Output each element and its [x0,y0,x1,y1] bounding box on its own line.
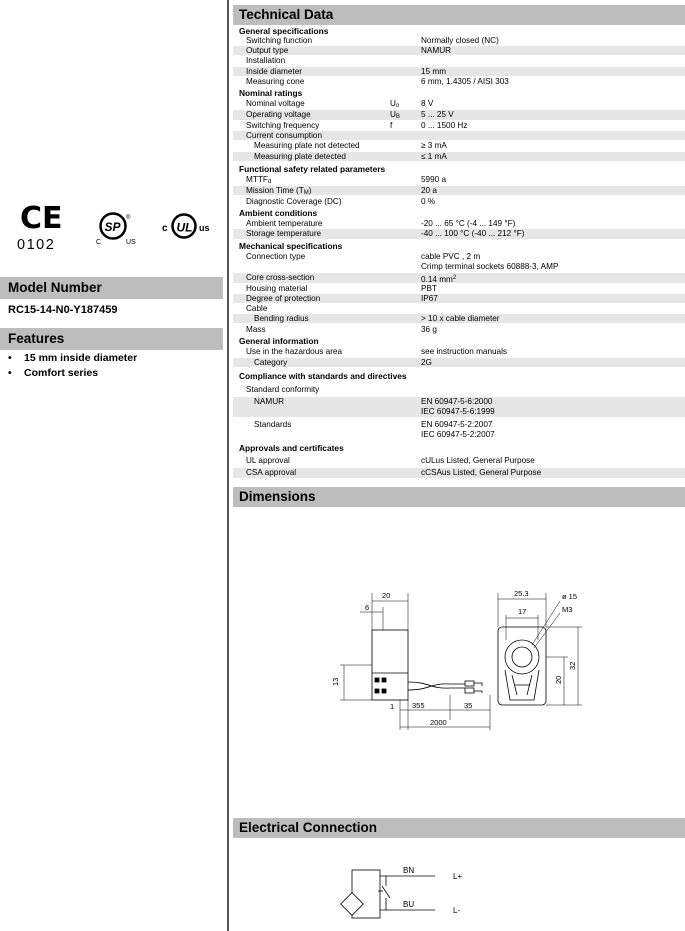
svg-text:US: US [126,239,136,246]
feature-item: • Comfort series [8,367,99,379]
spec-category-label: Approvals and certificates [239,443,344,453]
spec-row [233,46,685,55]
spec-row [233,77,685,86]
spec-row [233,468,685,478]
svg-text:C: C [96,239,102,246]
spec-row [233,273,685,283]
svg-text:®: ® [126,215,131,221]
spec-value: -40 ... 100 °C (-40 ... 212 °F) [421,229,525,238]
column-divider [227,0,229,931]
ce-mark-logo [17,201,63,253]
spec-label: Measuring plate not detected [254,141,360,150]
spec-label: Mission Time $(T_M)$ [246,186,312,196]
spec-category-row [233,336,685,345]
spec-label: Standard conformity [246,385,320,394]
spec-value: 5 ... 25 V [421,110,454,119]
spec-row [233,131,685,140]
spec-category-row [233,208,685,217]
spec-label: Nominal voltage [246,99,305,108]
spec-label: Core cross-section [246,273,315,282]
spec-value: ≥ 3 mA [421,141,447,150]
spec-label: Standards [254,420,292,429]
spec-category-row [233,371,685,380]
spec-label: CSA approval [246,468,297,477]
spec-row [233,456,685,466]
spec-value: 0 % [421,197,436,206]
spec-label: Switching frequency [246,121,320,130]
spec-value: cable PVC , 2 m Crimp terminal sockets 60888-3, AMP [421,252,559,271]
model-number-value: RC15-14-N0-Y187459 [8,304,118,316]
spec-value: 20 a [421,186,437,195]
spec-row [233,197,685,206]
spec-value: cCSAus Listed, General Purpose [421,468,542,477]
electrical-connection-header: Electrical Connection [233,818,685,838]
spec-label: Connection type [246,252,306,261]
spec-category-label: General information [239,336,319,346]
spec-category-label: Compliance with standards and directives [239,371,407,381]
spec-label: Category [254,358,288,367]
spec-value: EN 60947-5-6:2000 IEC 60947-5-6:1999 [421,397,495,416]
svg-text:355: 355 [412,701,425,710]
spec-label: $MTTF_d$ [246,175,272,185]
spec-row [233,219,685,229]
ce-notified-body-number: 0102 [17,237,56,253]
svg-text:17: 17 [518,607,527,616]
svg-text:L-: L- [453,906,461,915]
svg-text:2000: 2000 [430,718,447,727]
spec-label: Bending radius [254,314,309,323]
spec-category-label: Mechanical specifications [239,241,343,251]
svg-text:SP: SP [104,220,121,234]
svg-text:UL: UL [176,220,193,235]
spec-symbol: $U_o$ [390,99,400,109]
svg-text:32: 32 [568,661,577,670]
spec-row [233,110,685,120]
features-header: Features [0,328,223,350]
spec-value: NAMUR [421,46,452,55]
spec-value: IP67 [421,294,438,303]
svg-text:BU: BU [403,900,415,909]
spec-row [233,99,685,108]
spec-value: 0 ... 1500 Hz [421,121,468,130]
spec-label: Mass [246,325,266,334]
spec-category-row [233,164,685,173]
svg-text:M3: M3 [562,605,573,614]
spec-row [233,186,685,195]
spec-symbol: f [390,121,393,130]
spec-row [233,67,685,76]
spec-row [233,36,685,45]
spec-label: Inside diameter [246,67,302,76]
spec-symbol: $U_B$ [390,110,400,120]
spec-row [233,304,685,313]
ul-logo [162,215,210,238]
spec-value: 15 mm [421,67,447,76]
ce-mark-text: CE [20,201,63,236]
svg-text:c: c [162,223,168,234]
spec-label: Operating voltage [246,110,311,119]
spec-value: 5990 a [421,175,447,184]
spec-row [233,314,685,323]
spec-category-label: Functional safety related parameters [239,164,386,174]
csa-logo [96,214,136,247]
spec-row [233,294,685,303]
spec-row [233,56,685,65]
spec-value: cULus Listed, General Purpose [421,456,535,465]
technical-data-header: Technical Data [233,5,685,25]
spec-label: NAMUR [254,397,285,406]
spec-row [233,397,685,417]
spec-value: see instruction manuals [421,347,508,356]
spec-row [233,358,685,367]
spec-row [233,325,685,334]
spec-label: Mission Time (T [246,186,304,195]
svg-text:BN: BN [403,866,415,875]
dimensions-drawing [320,585,590,735]
spec-category-row [233,241,685,250]
spec-label: Cable [246,304,268,313]
spec-label: Diagnostic Coverage (DC) [246,197,342,206]
spec-row [233,152,685,161]
svg-text:20: 20 [382,591,391,600]
spec-label: Storage temperature [246,229,322,238]
spec-row [233,175,685,185]
spec-row [233,385,685,395]
spec-category-row [233,88,685,97]
spec-label: MTTF [246,175,268,184]
sensor-front-view [498,627,546,705]
spec-row [233,121,685,130]
spec-value: -20 ... 65 °C (-4 ... 149 °F) [421,219,516,228]
spec-row [233,347,685,357]
svg-text:13: 13 [331,677,340,686]
svg-text:6: 6 [365,603,370,612]
spec-value: 0.14 $mm^2$ [421,275,457,284]
spec-label: Degree of protection [246,294,321,303]
spec-row [233,420,685,440]
spec-value: 2G [421,358,432,367]
spec-category-row [233,443,685,452]
spec-row [233,252,685,272]
spec-label: Output type [246,46,289,55]
spec-label: Current consumption [246,131,322,140]
spec-label: Ambient temperature [246,219,323,228]
spec-row [233,141,685,150]
spec-value: 36 g [421,325,437,334]
spec-row [233,229,685,239]
spec-category-label: Ambient conditions [239,208,318,218]
svg-text:L+: L+ [453,872,463,881]
spec-label: Measuring plate detected [254,152,346,161]
spec-value: 8 V [421,99,434,108]
spec-value: 6 mm, 1.4305 / AISI 303 [421,77,509,86]
spec-label: Housing material [246,284,308,293]
svg-text:35: 35 [464,701,473,710]
dimensions-header: Dimensions [233,487,685,507]
spec-value: > 10 x cable diameter [421,314,500,323]
spec-label: Use in the hazardous area [246,347,343,356]
svg-text:ø 15: ø 15 [562,592,578,601]
electrical-connection-diagram [340,858,480,928]
spec-value: EN 60947-5-2:2007 IEC 60947-5-2:2007 [421,420,495,439]
spec-label: Measuring cone [246,77,305,86]
spec-value: Normally closed (NC) [421,36,499,45]
svg-text:us: us [199,223,210,233]
spec-label: Switching function [246,36,312,45]
spec-category-label: General specifications [239,26,329,36]
spec-category-label: Nominal ratings [239,88,303,98]
model-number-header: Model Number [0,277,223,299]
spec-row [233,284,685,293]
certification-logos [0,198,227,258]
svg-text:1: 1 [390,702,395,711]
spec-value: ≤ 1 mA [421,152,447,161]
spec-value: PBT [421,284,437,293]
spec-label: Installation [246,56,286,65]
spec-category-row [233,26,685,35]
svg-text:25.3: 25.3 [514,589,529,598]
svg-text:20: 20 [554,675,563,684]
spec-label: UL approval [246,456,290,465]
feature-item: • 15 mm inside diameter [8,352,138,364]
